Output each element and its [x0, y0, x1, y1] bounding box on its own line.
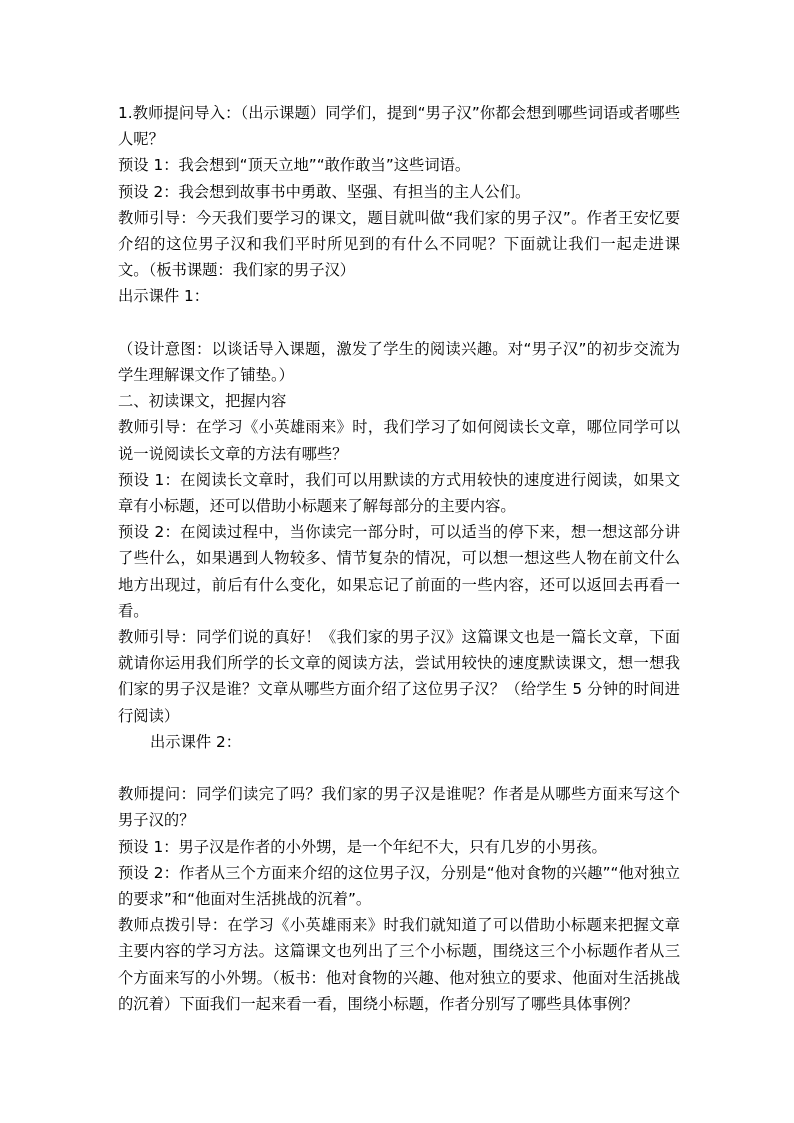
paragraph-preset-5: 预设 1：男子汉是作者的小外甥，是一个年纪不大，只有几岁的小男孩。 — [118, 837, 607, 856]
paragraph-preset-6: 预设 2：作者从三个方面来介绍的这位男子汉，分别是“他对食物的兴趣”“他对独立的要求”和“他面对生活挑战的沉着”。 — [118, 863, 680, 909]
paragraph-preset-3: 预设 1：在阅读长文章时，我们可以用默读的方式用较快的速度进行阅读，如果文章有小标题，还可以借助小标题来了解每部分的主要内容。 — [118, 470, 680, 516]
paragraph-preset-2: 预设 2：我会想到故事书中勇敢、坚强、有担当的主人公们。 — [118, 182, 531, 201]
paragraph-teacher-question: 教师提问：同学们读完了吗？我们家的男子汉是谁呢？作者是从哪些方面来写这个男子汉的？ — [118, 785, 680, 830]
paragraph-intro-question: 1.教师提问导入：（出示课题）同学们，提到“男子汉”你都会想到哪些词语或者哪些人呢？ — [118, 104, 680, 149]
document-page — [118, 100, 680, 1017]
paragraph-teacher-pointer: 教师点拨引导：在学习《小英雄雨来》时我们就知道了可以借助小标题来把握文章主要内容的学习方法。这篇课文也列出了三个小标题，围绕这三个小标题作者从三个方面来写的小外甥。（板书：他对食物的兴趣、他对独立的要求、他面对生活挑战的沉着）下面我们一起来看一看，围绕小标题，作者分别写了哪些具体事例？ — [118, 916, 680, 1013]
paragraph-teacher-guide-2: 教师引导：在学习《小英雄雨来》时，我们学习了如何阅读长文章，哪位同学可以说一说阅读长文章的方法有哪些？ — [118, 418, 680, 463]
blank-line — [118, 755, 680, 781]
paragraph-courseware-2: 出示课件 2： — [150, 732, 242, 751]
paragraph-preset-1: 预设 1：我会想到“顶天立地”“敢作敢当”这些词语。 — [118, 156, 471, 175]
blank-line — [118, 310, 680, 336]
paragraph-teacher-guide-3: 教师引导：同学们说的真好！《我们家的男子汉》这篇课文也是一篇长文章，下面就请你运用我们所学的长文章的阅读方法，尝试用较快的速度默读课文，想一想我们家的男子汉是谁？文章从哪些方面介绍了这位男子汉？（给学生 5 分钟的时间进行阅读） — [118, 628, 680, 725]
section-heading: 二、初读课文，把握内容 — [118, 392, 287, 411]
paragraph-preset-4: 预设 2：在阅读过程中，当你读完一部分时，可以适当的停下来，想一想这部分讲了些什么，如果遇到人物较多、情节复杂的情况，可以想一想这些人物在前文什么地方出现过，前后有什么变化，如果忘记了前面的一些内容，还可以返回去再看一看。 — [118, 523, 680, 620]
paragraph-design-intent: （设计意图：以谈话导入课题，激发了学生的阅读兴趣。对“男子汉”的初步交流为学生理解课文作了铺垫。） — [118, 339, 680, 385]
paragraph-courseware-1: 出示课件 1： — [118, 287, 210, 306]
paragraph-teacher-guide-1: 教师引导：今天我们要学习的课文，题目就叫做“我们家的男子汉”。作者王安忆要介绍的这位男子汉和我们平时所见到的有什么不同呢？下面就让我们一起走进课文。（板书课题：我们家的男子汉） — [118, 208, 680, 280]
